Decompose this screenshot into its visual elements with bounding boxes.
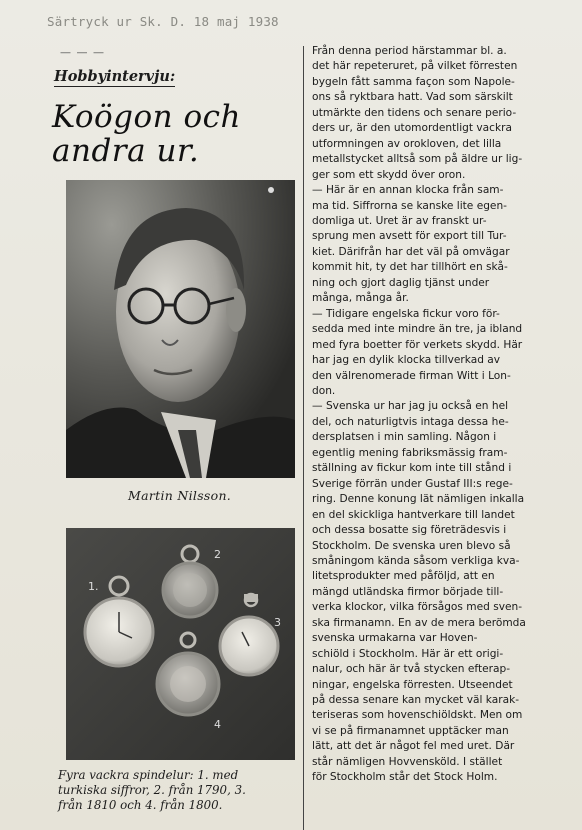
article-body-line: ons så ryktbara hatt. Vad som särskilt: [312, 91, 513, 104]
portrait-caption: Martin Nilsson.: [128, 488, 232, 503]
article-body-line: många, många år.: [312, 292, 409, 305]
article-body-line: verka klockor, vilka försågos med sven-: [312, 601, 523, 614]
article-body-line: svenska urmakarna var Hoven-: [312, 632, 478, 645]
article-body-line: schiöld i Stockholm. Här är ett origi-: [312, 647, 504, 660]
column-divider: [303, 46, 304, 830]
separator: — — —: [60, 46, 105, 59]
article-body-line: ring. Denne konung lät nämligen inkalla: [312, 493, 525, 506]
article-body-line: kommit hit, ty det har tillhört en skå-: [312, 261, 508, 274]
article-body-line: metallstycket alltså som på äldre ur lig-: [312, 153, 523, 166]
article-body-line: mängd utländska firmor började till-: [312, 585, 504, 598]
article-body-line: — Här är en annan klocka från sam-: [312, 184, 504, 197]
article-body-line: och dessa bosatte sig företrädesvis i: [312, 524, 507, 537]
watches-photo: [66, 528, 295, 760]
watches-caption-line: turkiska siffror, 2. från 1790, 3.: [58, 783, 246, 797]
article-body-line: ger som ett skydd över oron.: [312, 168, 466, 181]
article-body-line: kiet. Därifrån har det väl på omvägar: [312, 245, 510, 258]
article-headline: [52, 100, 292, 168]
article-body-line: en del skickliga hantverkare till landet: [312, 508, 515, 521]
article-body-line: egentlig mening fabriksmässig fram-: [312, 446, 508, 459]
article-body-line: dersplatsen i min samling. Någon i: [312, 431, 497, 444]
article-body-line: ställning av fickur kom inte till stånd i: [312, 462, 512, 475]
article-body-line: sprung men avsett för export till Tur-: [312, 230, 507, 243]
article-body-line: utformningen av orokloven, det lilla: [312, 137, 502, 150]
article-body-line: lätt, att det är något fel med uret. Där: [312, 740, 515, 753]
watches-caption: [58, 768, 308, 813]
article-body-line: — Svenska ur har jag ju också en hel: [312, 400, 509, 413]
article-body-line: ningar, engelska förresten. Utseendet: [312, 678, 513, 691]
article-body-line: står nämligen Hovvensköld. I stället: [312, 755, 503, 768]
watches-caption-line: Fyra vackra spindelur: 1. med: [58, 768, 239, 782]
article-body-line: ning och gjort daglig tjänst under: [312, 276, 490, 289]
article-body-line: nalur, och här är två stycken efterap-: [312, 663, 511, 676]
article-kicker: Hobbyintervju:: [54, 68, 176, 85]
watch-number-2: 2: [214, 548, 221, 561]
article-body-line: det här repeteruret, på vilket förresten: [312, 60, 518, 73]
watch-number-4: 4: [214, 718, 221, 731]
article-body-line: den välrenomerade firman Witt i Lon-: [312, 369, 511, 382]
article-body-line: har jag en dylik klocka tillverkad av: [312, 354, 501, 367]
reprint-header: Särtryck ur Sk. D. 18 maj 1938: [47, 14, 279, 29]
article-body-line: don.: [312, 384, 336, 397]
headline-line-1: Koögon och: [52, 99, 241, 135]
article-body-line: Från denna period härstammar bl. a.: [312, 45, 507, 57]
headline-line-2: andra ur.: [52, 133, 200, 169]
portrait-photo: [66, 180, 295, 478]
article-body-line: småningom kända såsom verkliga kva-: [312, 554, 520, 567]
article-body-line: domliga ut. Uret är av franskt ur-: [312, 214, 487, 227]
article-body-line: med fyra boetter för verkets skydd. Här: [312, 338, 523, 351]
article-body-line: bygeln fått samma façon som Napole-: [312, 75, 515, 88]
article-body-column: [312, 44, 574, 786]
article-body-line: ders ur, är den utomordentligt vackra: [312, 122, 512, 135]
article-body-line: utmärkte den tidens och senare perio-: [312, 106, 517, 119]
article-body-line: Stockholm. De svenska uren blevo så: [312, 539, 511, 552]
article-body-line: — Tidigare engelska fickur voro för-: [312, 307, 500, 320]
watch-number-3: 3: [274, 616, 281, 629]
article-body-line: ma tid. Siffrorna se kanske lite egen-: [312, 199, 507, 212]
article-body-line: Sverige förrän under Gustaf III:s rege-: [312, 477, 513, 490]
article-body-line: vi se på firmanamnet upptäcker man: [312, 724, 509, 737]
article-body-line: på dessa senare kan mycket väl karak-: [312, 694, 520, 707]
article-body-line: för Stockholm står det Stock Holm.: [312, 771, 498, 784]
article-body-line: litetsprodukter med påföljd, att en: [312, 570, 495, 583]
article-body-line: ska firmanamn. En av de mera berömda: [312, 616, 526, 629]
watch-number-1: 1.: [88, 580, 99, 593]
article-body-line: teriseras som hovenschiöldskt. Men om: [312, 709, 523, 722]
watches-caption-line: från 1810 och 4. från 1800.: [58, 798, 223, 812]
article-body-line: del, och naturligtvis intaga dessa he-: [312, 415, 509, 428]
article-body-line: sedda med inte mindre än tre, ja ibland: [312, 323, 523, 336]
